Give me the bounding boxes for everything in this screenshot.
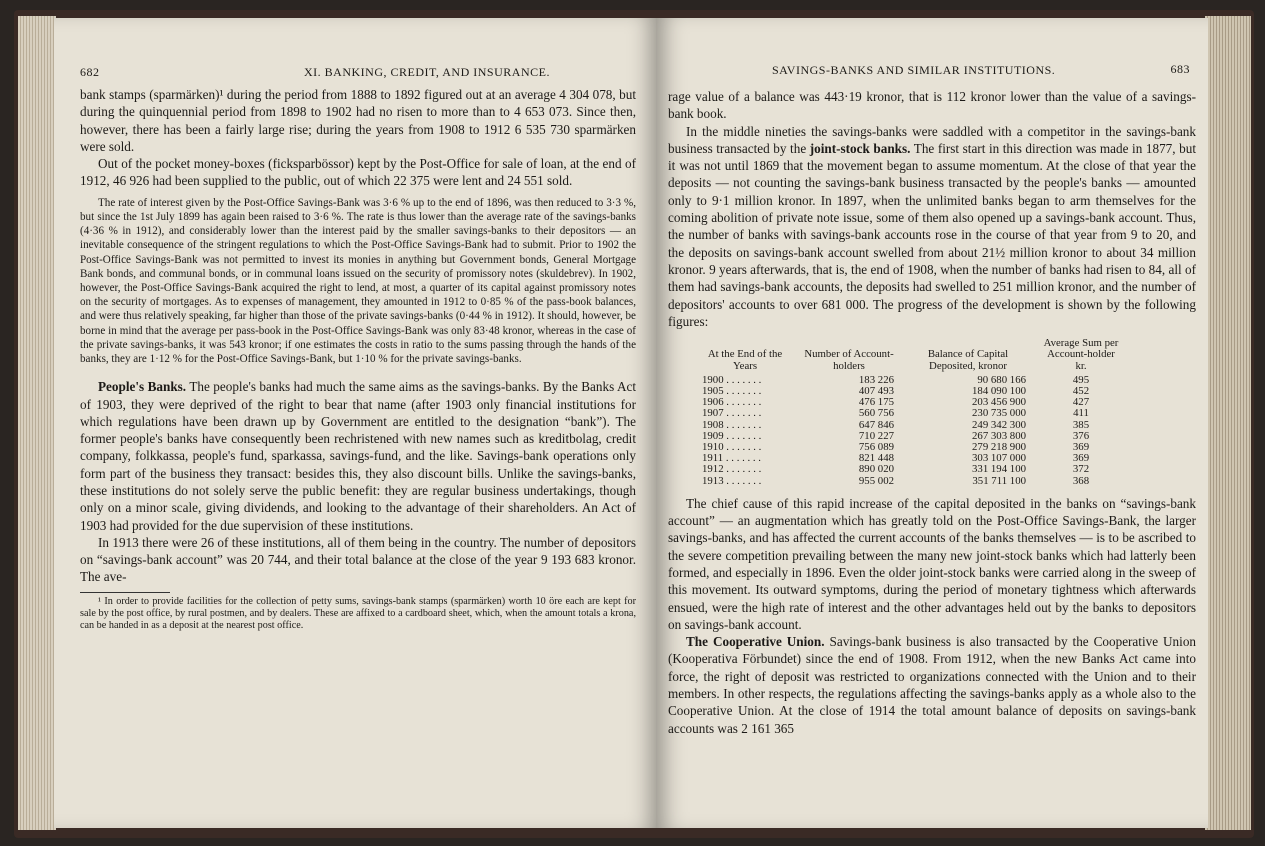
table-row xyxy=(702,442,1136,453)
table-cell: 560 756 xyxy=(858,407,894,420)
page-number: 682 xyxy=(80,65,100,79)
table-cell: 756 089 xyxy=(858,440,894,453)
table-cell: 368 xyxy=(1072,474,1090,487)
table-cell: 1900 . . . . . . . xyxy=(702,373,762,386)
running-header: XI. BANKING, CREDIT, AND INSURANCE. xyxy=(304,65,550,79)
table-row xyxy=(702,375,1136,386)
table-cell: 249 342 300 xyxy=(972,418,1026,431)
account-holders-table xyxy=(702,338,1136,487)
table-cell: 1913 . . . . . . . xyxy=(702,474,762,487)
table-row xyxy=(702,386,1136,397)
table-cell: 476 175 xyxy=(858,396,894,409)
table-cell: 303 107 000 xyxy=(972,452,1026,465)
table-cell: 647 846 xyxy=(858,418,894,431)
table-cell: 1908 . . . . . . . xyxy=(702,418,762,431)
page-edges-right xyxy=(1205,16,1251,830)
table-header: Number of Account-holders xyxy=(804,348,894,372)
paragraph: The rate of interest given by the Post-Office Savings-Bank was 3·6 % up to the end of 1896, was then reduced to 3·3 %, but since the 1st July 1899 has again been raised to 3·6 %. The rate is thus lower than the average rate of the savings-banks (4·36 % in 1912), and considerably lower than the interest paid by the smaller savings-banks to their depositors — an inevitable consequence of the stringent regulations to which the Post-Office Savings-Bank had to submit. Prior to 1902 the Post-Office Savings-Bank was not permitted to invest its monies in anything but Government bonds, General Mortgage Bank bonds, and communal bonds, or in communal loans issued on the security of promissory notes (skuldebrev). In 1902, however, the Post-Office Savings-Bank acquired the right to lend, at most, a quarter of its capital against promissory notes on the security of mortgages. As to expenses of management, they amounted in 1912 to 0·85 % of the pass-book balances, and were thus relatively speaking, far higher than those of the private savings-banks (0·44 % in 1912). It should, however, be borne in mind that the average per pass-book in the Post-Office Savings-Bank was only 83·48 kronor, whereas in the case of the private savings-banks, it was 543 kronor; if one estimates the costs in ratio to the sums passing through the hands of the banks, they are 1·12 % for the Post-Office Savings-Bank, but 1·10 % for the private savings-banks. xyxy=(80,196,636,366)
table-row xyxy=(702,431,1136,442)
table-cell: 1910 . . . . . . . xyxy=(702,440,762,453)
paragraph: bank stamps (sparmärken)¹ during the period from 1888 to 1892 figured out at an average 4 304 078, but during the quinquennial period from 1898 to 1902 had no risen to more than to 4 653 073. Since then, however, there has been a fairly large rise; during the years from 1908 to 1912 6 535 730 sparmärken were sold. xyxy=(80,87,636,154)
table-cell: 1906 . . . . . . . xyxy=(702,396,762,409)
section-title: People's Banks. xyxy=(98,379,187,395)
paragraph xyxy=(668,123,1196,331)
paragraph-lead: In the middle nineties the savings-banks were saddled with a competitor in the savings-bank business transacted by the xyxy=(668,123,1196,156)
footnote-divider xyxy=(80,592,170,593)
left-page-body xyxy=(80,86,636,633)
table-row xyxy=(702,408,1136,419)
table-cell: 331 194 100 xyxy=(972,463,1026,476)
page-edges-left xyxy=(18,16,56,830)
table-cell: 452 xyxy=(1072,384,1090,397)
paragraph: rage value of a balance was 443·19 kronor, that is 112 kronor lower than the value of a savings-bank book. xyxy=(668,89,1196,122)
table-row xyxy=(702,420,1136,431)
table-row xyxy=(702,453,1136,464)
table-cell: 427 xyxy=(1072,396,1090,409)
paragraph: Savings-bank business is also transacted by the Cooperative Union (Kooperativa Förbundet) since the end of 1908. From 1912, when the new Banks Act came into force, the right of deposit was restricted to organizations connected with the Union and to their members. In other respects, the regulations affecting the savings-banks apply as a whole also to the Cooperative Union. At the close of 1914 the total amount balance of deposits on savings-bank accounts was 2 161 365 xyxy=(668,634,1197,736)
paragraph: Out of the pocket money-boxes (ficksparbössor) kept by the Post-Office for sale of loan, at the end of 1912, 46 926 had been supplied to the public, out of which 22 375 were lent and 24 551 sold. xyxy=(80,156,636,189)
footnote: ¹ In order to provide facilities for the collection of petty sums, savings-bank stamps (sparmärken) worth 10 öre each are kept for sale by the post office, by rural postmen, and by dealers. These are affixed to a cardboard sheet, which, when the amount totals a krona, can be handed in as a deposit at the nearest post office. xyxy=(80,595,636,632)
table-cell: 372 xyxy=(1072,463,1090,476)
section-paragraph xyxy=(80,378,636,534)
page-number: 683 xyxy=(1170,62,1190,76)
small-print-block xyxy=(80,196,636,366)
table-cell: 1909 . . . . . . . xyxy=(702,429,762,442)
table-cell: 90 680 166 xyxy=(977,373,1026,386)
table-cell: 267 303 800 xyxy=(972,429,1026,442)
table-cell: 376 xyxy=(1072,429,1090,442)
table-cell: 351 711 100 xyxy=(972,474,1026,487)
table-cell: 203 456 900 xyxy=(972,396,1026,409)
table-cell: 385 xyxy=(1072,418,1090,431)
table-cell: 369 xyxy=(1072,452,1090,465)
table-cell: 411 xyxy=(1073,407,1089,420)
right-page-body xyxy=(668,88,1196,737)
table-cell: 184 090 100 xyxy=(972,384,1026,397)
table-cell: 369 xyxy=(1072,440,1090,453)
table-cell: 710 227 xyxy=(858,429,894,442)
left-page xyxy=(54,18,658,828)
table-cell: 1911 . . . . . . . xyxy=(702,452,761,465)
table-cell: 1905 . . . . . . . xyxy=(702,384,762,397)
table-cell: 230 735 000 xyxy=(972,407,1026,420)
table-header: Balance of Capital Deposited, kronor xyxy=(927,348,1009,372)
table-cell: 407 493 xyxy=(858,384,894,397)
table-row xyxy=(702,397,1136,408)
table-cell: 183 226 xyxy=(858,373,894,386)
paragraph: The chief cause of this rapid increase of the capital deposited in the banks on “savings-bank account” — an augmentation which has greatly told on the Post-Office Savings-Bank, the larger savings-banks, and has affected the current accounts of the banks themselves — is to be ascribed to the severe competition prevailing between the many new joint-stock banks which had latterly been formed, and especially in 1896. Even the older joint-stock banks were carried along in the sweep of this movement. Its outward symptoms, during the period of monetary tightness which afterwards ensued, were the high rate of interest and the other advantages held out by the banks to depositors on savings-bank account. xyxy=(668,495,1196,632)
paragraph: In 1913 there were 26 of these institutions, all of them being in the country. The number of depositors on “savings-bank account” was 20 744, and their total balance at the close of the year 9 193 683 kronor. The ave- xyxy=(80,534,636,585)
section-paragraph xyxy=(668,633,1196,737)
paragraph: The people's banks had much the same aims as the savings-banks. By the Banks Act of 1903, they were deprived of the right to bear that name (after 1903 only financial institutions for which regulations have been drawn up by Government are entitled to the designation “bank”). The former people's banks have consequently been rechristened with new names such as kreditbolag, credit company, folkkassa, people's fund, sparkassa, savings-fund, and the like. Savings-bank operations only form part of the business they transact: besides this, they also discount bills. Unlike the savings-banks, these institutions do not solely serve the public benefit: they are regular business undertakings, though only on a minor scale, giving dividends, and looking to the advantage of their shareholders. An Act of 1903 had provided for the due supervision of these institutions. xyxy=(80,379,637,533)
table-cell: 890 020 xyxy=(858,463,894,476)
table-cell: 279 218 900 xyxy=(972,440,1026,453)
table-cell: 955 002 xyxy=(858,474,894,487)
table-cell: 495 xyxy=(1072,373,1090,386)
table-header: At the End of the Years xyxy=(707,348,783,372)
section-title: The Cooperative Union. xyxy=(686,634,825,650)
running-header: SAVINGS-BANKS AND SIMILAR INSTITUTIONS. xyxy=(772,63,1056,77)
right-page xyxy=(656,18,1208,828)
table-row xyxy=(702,464,1136,475)
table-header: Average Sum per Account-holder kr. xyxy=(1043,337,1119,372)
table-cell: 1912 . . . . . . . xyxy=(702,463,762,476)
table-row xyxy=(702,476,1136,487)
term-joint-stock-banks: joint-stock banks. xyxy=(809,140,911,156)
table-cell: 821 448 xyxy=(858,452,894,465)
paragraph-body: The first start in this direction was made in 1877, but it was not until 1869 that the movement began to assume momentum. At the close of that year the deposits — not counting the savings-bank business transacted by the people's banks — amounted only to 9·1 million kronor. In 1897, when the unlimited banks began to arm themselves for the coming abolition of private note issue, some of them also opened up a savings-bank account. Thus, the number of banks with savings-bank accounts rose in the course of that year from 9 to 20, and the deposits on savings-bank account swelled from about 21½ million kronor to about 34 million kronor. 9 years afterwards, that is, the end of 1908, when the number of banks had risen to 84, all of them had savings-bank accounts, the deposits had swelled to 251 million kronor, and the number of depositors' accounts to over 681 000. The progress of the development is shown by the following figures: xyxy=(668,140,1196,329)
table-cell: 1907 . . . . . . . xyxy=(702,407,762,420)
